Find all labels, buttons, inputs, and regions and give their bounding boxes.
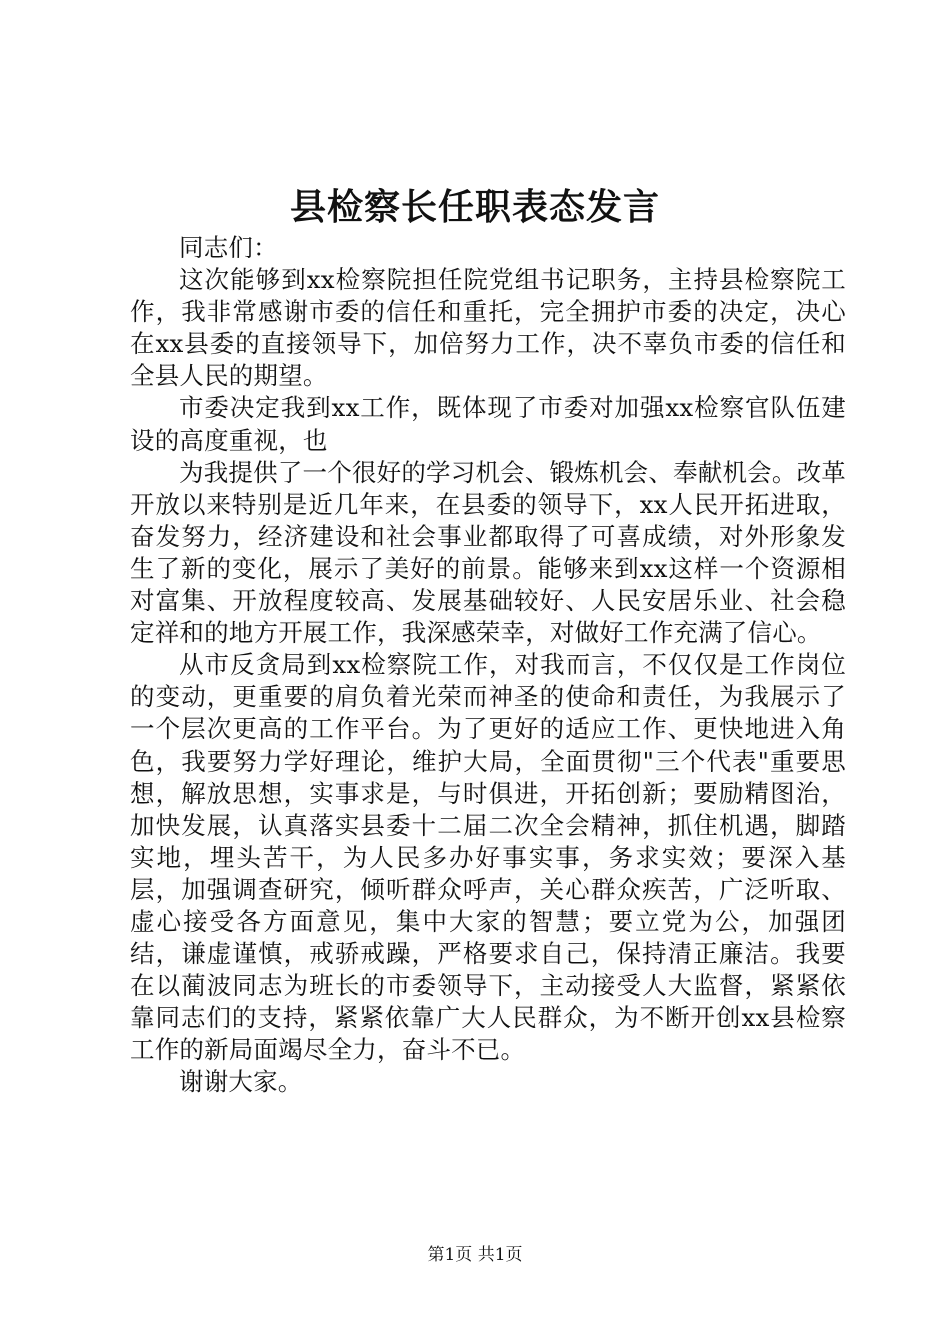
paragraph-1: 这次能够到xx检察院担任院党组书记职务，主持县检察院工作，我非常感谢市委的信任和重托，完全拥护市委的决定，决心在xx县委的直接领导下，加倍努力工作，决不辜负市委的信任和全县人民的期望。 [130, 265, 846, 391]
paragraph-3: 为我提供了一个很好的学习机会、锻炼机会、奉献机会。改革开放以来特别是近几年来，在县委的领导下，xx人民开拓进取，奋发努力，经济建设和社会事业都取得了可喜成绩，对外形象发生了新的变化，展示了美好的前景。能够来到xx这样一个资源相对富集、开放程度较高、发展基础较好、人民安居乐业、社会稳定祥和的地方开展工作，我深感荣幸，对做好工作充满了信心。 [130, 457, 846, 648]
greeting: 同志们： [179, 233, 278, 262]
paragraph-2: 市委决定我到xx工作，既体现了市委对加强xx检察官队伍建设的高度重视，也 [130, 393, 846, 455]
page-title: 县检察长任职表态发言 [289, 186, 660, 228]
closing-remark: 谢谢大家。 [179, 1067, 303, 1097]
page-number-footer: 第1页 共1页 [427, 1245, 523, 1265]
paragraph-4: 从市反贪局到xx检察院工作，对我而言，不仅仅是工作岗位的变动，更重要的肩负着光荣而神圣的使命和责任，为我展示了一个层次更高的工作平台。为了更好的适应工作、更快地进入角色，我要努力学好理论，维护大局，全面贯彻"三个代表"重要思想，解放思想，实事求是，与时俱进，开拓创新；要励精图治，加快发展，认真落实县委十二届二次全会精神，抓住机遇，脚踏实地，埋头苦干，为人民多办好事实事，务求实效；要深入基层，加强调查研究，倾听群众呼声，关心群众疾苦，广泛听取、虚心接受各方面意见，集中大家的智慧；要立党为公，加强团结，谦虚谨慎，戒骄戒躁，严格要求自己，保持清正廉洁。我要在以蔺波同志为班长的市委领导下，主动接受人大监督，紧紧依靠同志们的支持，紧紧依靠广大人民群众，为不断开创xx县检察工作的新局面竭尽全力，奋斗不已。 [130, 650, 846, 1065]
speech-body [130, 232, 846, 1099]
